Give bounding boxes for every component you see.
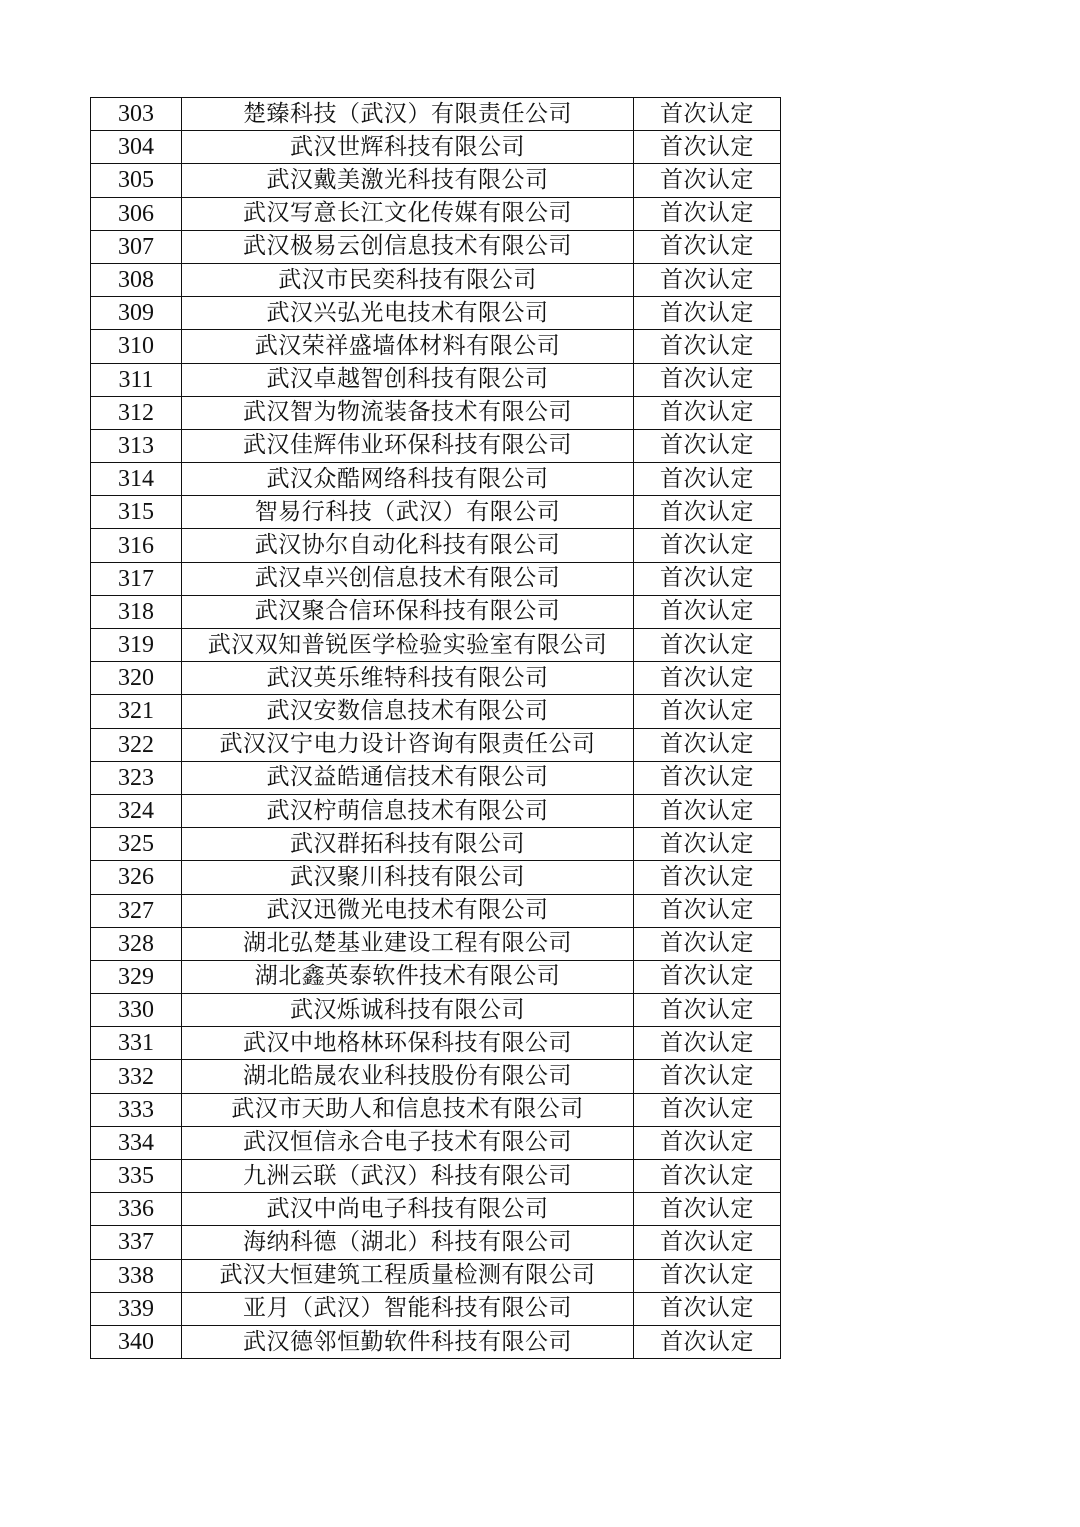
table-row (91, 164, 781, 197)
certification-status-cell: 首次认定 (634, 197, 781, 230)
row-number-cell: 331 (91, 1027, 182, 1060)
row-number-cell: 340 (91, 1325, 182, 1358)
company-name-cell: 武汉佳辉伟业环保科技有限公司 (182, 429, 634, 462)
table-row (91, 131, 781, 164)
table-row (91, 98, 781, 131)
certification-status-cell: 首次认定 (634, 1226, 781, 1259)
row-number-cell: 324 (91, 794, 182, 827)
company-name-cell: 武汉世辉科技有限公司 (182, 131, 634, 164)
table-row (91, 330, 781, 363)
table-row (91, 230, 781, 263)
certification-status-cell: 首次认定 (634, 728, 781, 761)
table-row (91, 728, 781, 761)
table-row (91, 1193, 781, 1226)
table-row (91, 927, 781, 960)
certification-status-cell: 首次认定 (634, 861, 781, 894)
certification-status-cell: 首次认定 (634, 761, 781, 794)
certification-status-cell: 首次认定 (634, 330, 781, 363)
row-number-cell: 303 (91, 98, 182, 131)
row-number-cell: 334 (91, 1126, 182, 1159)
table-row (91, 396, 781, 429)
row-number-cell: 310 (91, 330, 182, 363)
row-number-cell: 317 (91, 562, 182, 595)
certification-status-cell: 首次认定 (634, 828, 781, 861)
row-number-cell: 329 (91, 960, 182, 993)
certification-status-cell: 首次认定 (634, 994, 781, 1027)
table-row (91, 463, 781, 496)
company-name-cell: 武汉卓兴创信息技术有限公司 (182, 562, 634, 595)
company-name-cell: 湖北弘楚基业建设工程有限公司 (182, 927, 634, 960)
table-row (91, 828, 781, 861)
company-name-cell: 楚臻科技（武汉）有限责任公司 (182, 98, 634, 131)
certification-status-cell: 首次认定 (634, 131, 781, 164)
certification-status-cell: 首次认定 (634, 1027, 781, 1060)
row-number-cell: 320 (91, 662, 182, 695)
row-number-cell: 325 (91, 828, 182, 861)
company-name-cell: 武汉恒信永合电子技术有限公司 (182, 1126, 634, 1159)
table-row (91, 1292, 781, 1325)
table-body (91, 98, 781, 1359)
certification-status-cell: 首次认定 (634, 662, 781, 695)
certification-status-cell: 首次认定 (634, 396, 781, 429)
table-row (91, 562, 781, 595)
company-name-cell: 武汉荣祥盛墙体材料有限公司 (182, 330, 634, 363)
company-name-cell: 武汉群拓科技有限公司 (182, 828, 634, 861)
table-row (91, 894, 781, 927)
row-number-cell: 316 (91, 529, 182, 562)
row-number-cell: 323 (91, 761, 182, 794)
certification-status-cell: 首次认定 (634, 297, 781, 330)
table-row (91, 994, 781, 1027)
table-row (91, 1259, 781, 1292)
table-row (91, 662, 781, 695)
table-row (91, 496, 781, 529)
table-row (91, 629, 781, 662)
row-number-cell: 333 (91, 1093, 182, 1126)
table-row (91, 197, 781, 230)
certification-status-cell: 首次认定 (634, 629, 781, 662)
certification-status-cell: 首次认定 (634, 1325, 781, 1358)
company-name-cell: 九洲云联（武汉）科技有限公司 (182, 1160, 634, 1193)
certification-status-cell: 首次认定 (634, 1160, 781, 1193)
certification-status-cell: 首次认定 (634, 98, 781, 131)
company-name-cell: 湖北鑫英泰软件技术有限公司 (182, 960, 634, 993)
company-name-cell: 武汉市民奕科技有限公司 (182, 263, 634, 296)
row-number-cell: 304 (91, 131, 182, 164)
row-number-cell: 308 (91, 263, 182, 296)
company-name-cell: 武汉极易云创信息技术有限公司 (182, 230, 634, 263)
company-name-cell: 武汉智为物流装备技术有限公司 (182, 396, 634, 429)
certification-status-cell: 首次认定 (634, 496, 781, 529)
row-number-cell: 336 (91, 1193, 182, 1226)
certification-status-cell: 首次认定 (634, 960, 781, 993)
row-number-cell: 327 (91, 894, 182, 927)
company-name-cell: 武汉大恒建筑工程质量检测有限公司 (182, 1259, 634, 1292)
company-name-cell: 武汉中地格林环保科技有限公司 (182, 1027, 634, 1060)
row-number-cell: 306 (91, 197, 182, 230)
company-name-cell: 湖北皓晟农业科技股份有限公司 (182, 1060, 634, 1093)
row-number-cell: 321 (91, 695, 182, 728)
table-row (91, 794, 781, 827)
certification-status-cell: 首次认定 (634, 695, 781, 728)
company-name-cell: 海纳科德（湖北）科技有限公司 (182, 1226, 634, 1259)
company-name-cell: 武汉市天助人和信息技术有限公司 (182, 1093, 634, 1126)
certification-status-cell: 首次认定 (634, 1126, 781, 1159)
company-name-cell: 武汉戴美激光科技有限公司 (182, 164, 634, 197)
row-number-cell: 315 (91, 496, 182, 529)
certification-status-cell: 首次认定 (634, 1093, 781, 1126)
certification-status-cell: 首次认定 (634, 894, 781, 927)
company-name-cell: 武汉聚川科技有限公司 (182, 861, 634, 894)
table-row (91, 861, 781, 894)
table-row (91, 761, 781, 794)
certification-status-cell: 首次认定 (634, 363, 781, 396)
certification-status-cell: 首次认定 (634, 927, 781, 960)
row-number-cell: 338 (91, 1259, 182, 1292)
company-name-cell: 智易行科技（武汉）有限公司 (182, 496, 634, 529)
table-row (91, 1325, 781, 1358)
company-name-cell: 武汉安数信息技术有限公司 (182, 695, 634, 728)
certification-status-cell: 首次认定 (634, 562, 781, 595)
company-name-cell: 武汉益皓通信技术有限公司 (182, 761, 634, 794)
row-number-cell: 309 (91, 297, 182, 330)
certification-status-cell: 首次认定 (634, 529, 781, 562)
company-name-cell: 武汉聚合信环保科技有限公司 (182, 595, 634, 628)
company-name-cell: 武汉众酷网络科技有限公司 (182, 463, 634, 496)
row-number-cell: 337 (91, 1226, 182, 1259)
table-row (91, 1226, 781, 1259)
certification-status-cell: 首次认定 (634, 463, 781, 496)
certification-status-cell: 首次认定 (634, 1193, 781, 1226)
table-row (91, 1126, 781, 1159)
row-number-cell: 314 (91, 463, 182, 496)
certification-status-cell: 首次认定 (634, 794, 781, 827)
table-row (91, 1093, 781, 1126)
certification-status-cell: 首次认定 (634, 429, 781, 462)
row-number-cell: 313 (91, 429, 182, 462)
row-number-cell: 328 (91, 927, 182, 960)
table-row (91, 363, 781, 396)
table-row (91, 1060, 781, 1093)
company-name-cell: 武汉兴弘光电技术有限公司 (182, 297, 634, 330)
row-number-cell: 322 (91, 728, 182, 761)
row-number-cell: 326 (91, 861, 182, 894)
company-name-cell: 武汉柠萌信息技术有限公司 (182, 794, 634, 827)
company-name-cell: 武汉迅微光电技术有限公司 (182, 894, 634, 927)
company-name-cell: 武汉双知普锐医学检验实验室有限公司 (182, 629, 634, 662)
row-number-cell: 318 (91, 595, 182, 628)
table-row (91, 1027, 781, 1060)
table-row (91, 595, 781, 628)
company-name-cell: 武汉烁诚科技有限公司 (182, 994, 634, 1027)
company-list-table-container (90, 97, 781, 1359)
table-row (91, 695, 781, 728)
certification-status-cell: 首次认定 (634, 164, 781, 197)
company-list-table (90, 97, 781, 1359)
company-name-cell: 武汉德邻恒勤软件科技有限公司 (182, 1325, 634, 1358)
company-name-cell: 武汉卓越智创科技有限公司 (182, 363, 634, 396)
company-name-cell: 武汉英乐维特科技有限公司 (182, 662, 634, 695)
row-number-cell: 330 (91, 994, 182, 1027)
table-row (91, 297, 781, 330)
certification-status-cell: 首次认定 (634, 1292, 781, 1325)
company-name-cell: 武汉中尚电子科技有限公司 (182, 1193, 634, 1226)
row-number-cell: 332 (91, 1060, 182, 1093)
table-row (91, 263, 781, 296)
company-name-cell: 武汉写意长江文化传媒有限公司 (182, 197, 634, 230)
company-name-cell: 武汉汉宁电力设计咨询有限责任公司 (182, 728, 634, 761)
row-number-cell: 339 (91, 1292, 182, 1325)
row-number-cell: 305 (91, 164, 182, 197)
row-number-cell: 312 (91, 396, 182, 429)
row-number-cell: 335 (91, 1160, 182, 1193)
certification-status-cell: 首次认定 (634, 595, 781, 628)
table-row (91, 529, 781, 562)
row-number-cell: 319 (91, 629, 182, 662)
company-name-cell: 武汉协尔自动化科技有限公司 (182, 529, 634, 562)
table-row (91, 429, 781, 462)
company-name-cell: 亚月（武汉）智能科技有限公司 (182, 1292, 634, 1325)
row-number-cell: 311 (91, 363, 182, 396)
table-row (91, 960, 781, 993)
certification-status-cell: 首次认定 (634, 1060, 781, 1093)
certification-status-cell: 首次认定 (634, 1259, 781, 1292)
row-number-cell: 307 (91, 230, 182, 263)
certification-status-cell: 首次认定 (634, 263, 781, 296)
certification-status-cell: 首次认定 (634, 230, 781, 263)
table-row (91, 1160, 781, 1193)
